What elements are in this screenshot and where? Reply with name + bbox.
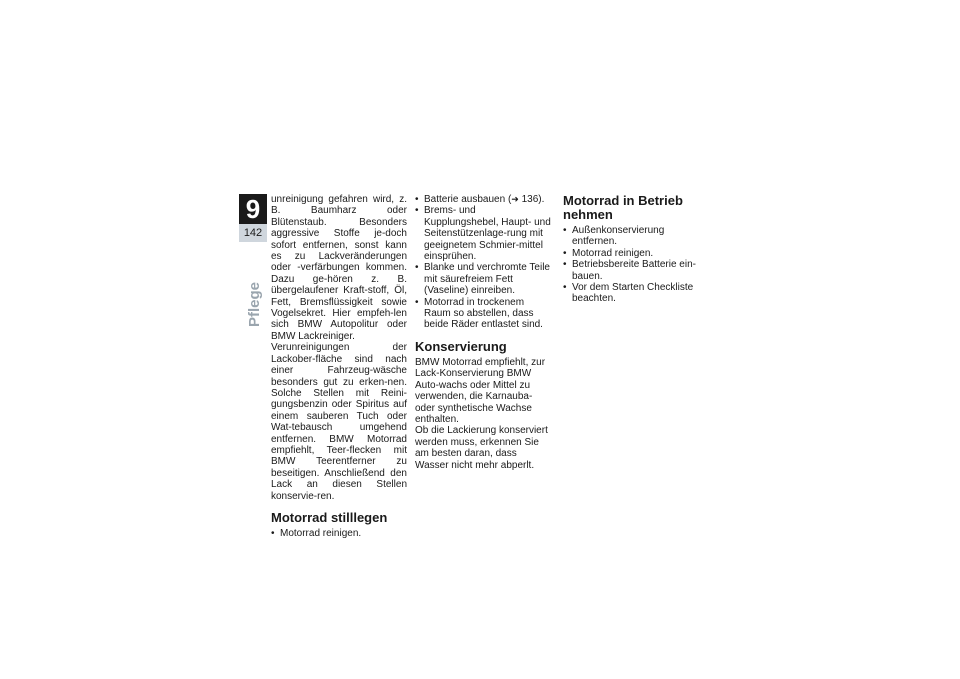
list-item bbox=[415, 194, 551, 205]
list-item: • Betriebsbereite Batterie ein-bauen. bbox=[563, 259, 699, 282]
list-stilllegen bbox=[271, 528, 407, 539]
section-label bbox=[232, 282, 276, 326]
paragraph-konservierung-check: Ob die Lackierung konserviert werden muss, erkennen Sie am besten daran, dass Wasser nicht mehr abperlt. bbox=[415, 425, 548, 471]
list-inbetriebnahme bbox=[563, 225, 699, 305]
paragraph-konservierung: BMW Motorrad empfiehlt, zur Lack-Konservierung BMW Auto-wachs oder Mittel zu verwenden, die Karnauba- oder synthetische Wachse enthalten. bbox=[415, 356, 546, 425]
heading-konservierung: Konservierung bbox=[415, 338, 507, 354]
page-number: 142 bbox=[239, 224, 267, 242]
list-stilllegen-continued bbox=[415, 194, 551, 331]
heading-inbetriebnahme: Motorrad in Betrieb nehmen bbox=[563, 193, 683, 222]
arrow-right-icon: ➜ bbox=[511, 194, 519, 204]
column-3 bbox=[563, 194, 699, 305]
list-item: • Motorrad reinigen. bbox=[563, 248, 699, 259]
list-item: • Brems- und Kupplungshebel, Haupt- und Seitenstützenlage-rung mit geeignetem Schmier-mittel einsprühen. bbox=[415, 205, 551, 262]
chapter-marker bbox=[239, 194, 267, 242]
column-1 bbox=[271, 194, 407, 539]
list-item: • Motorrad in trockenem Raum so abstellen, dass beide Räder entlastet sind. bbox=[415, 297, 551, 331]
chapter-number: 9 bbox=[239, 194, 267, 224]
paragraph-contamination: Verunreinigungen der Lackober-fläche sind nach einer Fahrzeug-wäsche besonders gut zu erken-nen. Solche Stellen mit Reini-gungsbenzin oder Spiritus auf einem sauberen Tuch oder Wat-tebausch umgehend entfernen. BMW Motorrad empfiehlt, Teer-flecken mit BMW Teerentferner zu beseitigen. Anschließend den Lack an diesen Stellen konservie-ren. bbox=[271, 342, 407, 502]
list-item: • Vor dem Starten Checkliste beachten. bbox=[563, 282, 699, 305]
list-item-text: Batterie ausbauen ( bbox=[424, 194, 512, 205]
paragraph-cleaning: unreinigung gefahren wird, z. B. Baumharz oder Blütenstaub. Besonders aggressive Stoffe je-doch sofort entfernen, sonst kann es zu Lackveränderungen oder -verfärbungen kommen. Dazu ge-hören z. B. übergelaufener Kraft-stoff, Öl, Fett, Bremsflüssigkeit sowie Vogelsekret. Hier empfeh-len sich BMW Autopolitur oder BMW Lackreiniger. bbox=[271, 194, 407, 342]
list-item: • Außenkonservierung entfernen. bbox=[563, 225, 699, 248]
list-item: • Blanke und verchromte Teile mit säurefreiem Fett (Vaseline) einreiben. bbox=[415, 262, 551, 296]
section-label-text: Pflege bbox=[245, 281, 263, 327]
page-reference[interactable]: 136). bbox=[521, 194, 545, 205]
column-2 bbox=[415, 194, 551, 471]
list-item: • Motorrad reinigen. bbox=[271, 528, 407, 539]
heading-stilllegen: Motorrad stilllegen bbox=[271, 509, 388, 525]
